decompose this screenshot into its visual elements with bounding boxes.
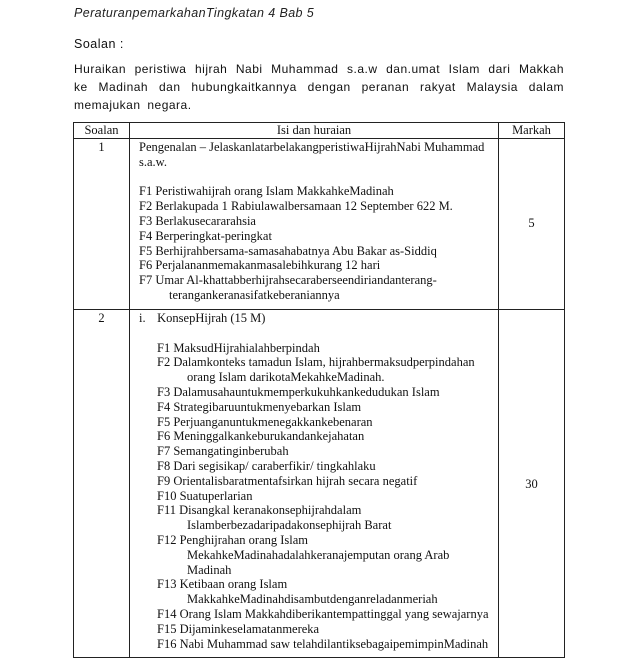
- fact-code: F13: [157, 577, 177, 592]
- fact-code: F7: [139, 273, 153, 288]
- fact-code: F5: [157, 414, 171, 429]
- fact-code: F3: [157, 384, 171, 399]
- fact-code: F1: [157, 340, 171, 355]
- fact-text: Ketibaan orang Islam: [179, 577, 288, 592]
- fact-code: F16: [157, 636, 177, 651]
- fact-item: [139, 273, 494, 288]
- fact-code: F7: [157, 444, 171, 459]
- mark-value: 5: [499, 138, 565, 309]
- fact-code: F1: [139, 184, 153, 199]
- fact-text: Orang Islam Makkahdiberikantempattinggal yang sewajarnya: [179, 606, 489, 621]
- fact-text: Dari segisikap/ caraberfikir/ tingkahlaku: [173, 458, 376, 473]
- fact-item: [139, 214, 494, 229]
- fact-text: Berhijrahbersama-samasahabatnya Abu Bakar as-Siddiq: [155, 243, 437, 258]
- fact-text-continuation: MekahkeMadinahadalahkeranajemputan orang Arab Madinah: [187, 547, 450, 577]
- fact-item: [139, 622, 494, 637]
- fact-list: [139, 184, 494, 302]
- fact-item: [139, 415, 494, 430]
- fact-item: [139, 258, 494, 273]
- fact-code: F10: [157, 488, 177, 503]
- fact-item: [139, 229, 494, 244]
- fact-code: F2: [157, 355, 171, 370]
- fact-item: [139, 459, 494, 474]
- fact-item: [139, 400, 494, 415]
- fact-text-continuation: Islamberbezadaripadakonsephijrah Barat: [187, 518, 392, 533]
- question-label: Soalan :: [74, 37, 124, 51]
- header-soalan: Soalan: [74, 123, 130, 139]
- fact-list: [139, 341, 494, 652]
- marking-scheme-table: [73, 122, 565, 658]
- fact-item: [139, 385, 494, 400]
- question-number: 2: [74, 309, 130, 658]
- fact-item: [139, 637, 494, 652]
- question-number: 1: [74, 138, 130, 309]
- fact-text: Dalamusahauntukmemperkukuhkankedudukan Islam: [173, 384, 440, 399]
- fact-code: F5: [139, 243, 153, 258]
- document-title: PeraturanpemarkahanTingkatan 4 Bab 5: [74, 6, 315, 20]
- fact-item: [139, 444, 494, 459]
- header-markah: Markah: [499, 123, 565, 139]
- fact-text: Perjalananmemakanmasalebihkurang 12 hari: [155, 258, 381, 273]
- fact-text: Semangatinginberubah: [173, 444, 289, 459]
- fact-code: F4: [139, 228, 153, 243]
- fact-code: F15: [157, 621, 177, 636]
- fact-text: Berlakupada 1 Rabiulawalbersamaan 12 September 622 M.: [155, 199, 453, 214]
- fact-item: [139, 474, 494, 489]
- fact-item: [139, 429, 494, 444]
- fact-text: Strategibaruuntukmenyebarkan Islam: [173, 399, 362, 414]
- fact-code: F6: [139, 258, 153, 273]
- fact-item: [139, 607, 494, 622]
- fact-text-continuation: terangankeranasifatkeberaniannya: [169, 287, 340, 302]
- fact-text: Berlakusecararahsia: [155, 213, 256, 228]
- roman-numeral: i.: [139, 310, 146, 325]
- fact-text: Disangkal keranakonsephijrahdalam: [179, 503, 362, 518]
- fact-code: F12: [157, 532, 177, 547]
- fact-text-continuation: orang Islam darikotaMekahkeMadinah.: [187, 370, 385, 385]
- fact-text: Umar Al-khattabberhijrahsecaraberseendiriandanterang-: [155, 273, 437, 288]
- mark-value: 30: [499, 309, 565, 658]
- fact-code: F3: [139, 213, 153, 228]
- table-header-row: [74, 123, 565, 139]
- answer-content: [130, 309, 499, 658]
- fact-item: [139, 244, 494, 259]
- question-text: Huraikan peristiwa hijrah Nabi Muhammad s.a.w dan.umat Islam dari Makkah ke Madinah dan hubungkaitkannya dengan peranan rakyat Malaysia dalam memajukan negara.: [74, 62, 564, 112]
- fact-code: F11: [157, 503, 176, 518]
- fact-item: [139, 489, 494, 504]
- answer-content: [130, 138, 499, 309]
- sub-heading: [139, 311, 494, 326]
- fact-text: Berperingkat-peringkat: [155, 228, 272, 243]
- fact-item: [139, 503, 494, 518]
- intro-text: Pengenalan – JelaskanlatarbelakangperistiwaHijrahNabi Muhammad s.a.w.: [139, 139, 485, 169]
- fact-text: Penghijrahan orang Islam: [179, 532, 309, 547]
- fact-code: F2: [139, 199, 153, 214]
- fact-text: MaksudHijrahialahberpindah: [173, 340, 320, 355]
- fact-text: Dijaminkeselamatanmereka: [179, 621, 320, 636]
- table-row: [74, 309, 565, 658]
- fact-text: Perjuanganuntukmenegakkankebenaran: [173, 414, 373, 429]
- fact-text: Dalamkonteks tamadun Islam, hijrahbermaksudperpindahan: [173, 355, 475, 370]
- fact-item: [139, 577, 494, 592]
- fact-text: Nabi Muhammad saw telahdilantiksebagaipemimpinMadinah: [179, 636, 489, 651]
- header-isi-huraian: Isi dan huraian: [130, 123, 499, 139]
- fact-code: F9: [157, 473, 171, 488]
- fact-item: [139, 184, 494, 199]
- fact-text: Suatuperlarian: [179, 488, 253, 503]
- sub-heading-title: KonsepHijrah (15 M): [157, 310, 266, 325]
- fact-text: Peristiwahijrah orang Islam MakkahkeMadinah: [155, 184, 394, 199]
- fact-item: [139, 341, 494, 356]
- fact-text: Meninggalkankeburukandankejahatan: [173, 429, 365, 444]
- fact-code: F4: [157, 399, 171, 414]
- table-row: [74, 138, 565, 309]
- fact-text-continuation: MakkahkeMadinahdisambutdenganreladanmeriah: [187, 592, 438, 607]
- fact-code: F8: [157, 458, 171, 473]
- fact-code: F6: [157, 429, 171, 444]
- fact-code: F14: [157, 606, 177, 621]
- fact-item: [139, 533, 494, 548]
- fact-item: [139, 355, 494, 370]
- fact-text: Orientalisbaratmentafsirkan hijrah secara negatif: [173, 473, 418, 488]
- fact-item: [139, 199, 494, 214]
